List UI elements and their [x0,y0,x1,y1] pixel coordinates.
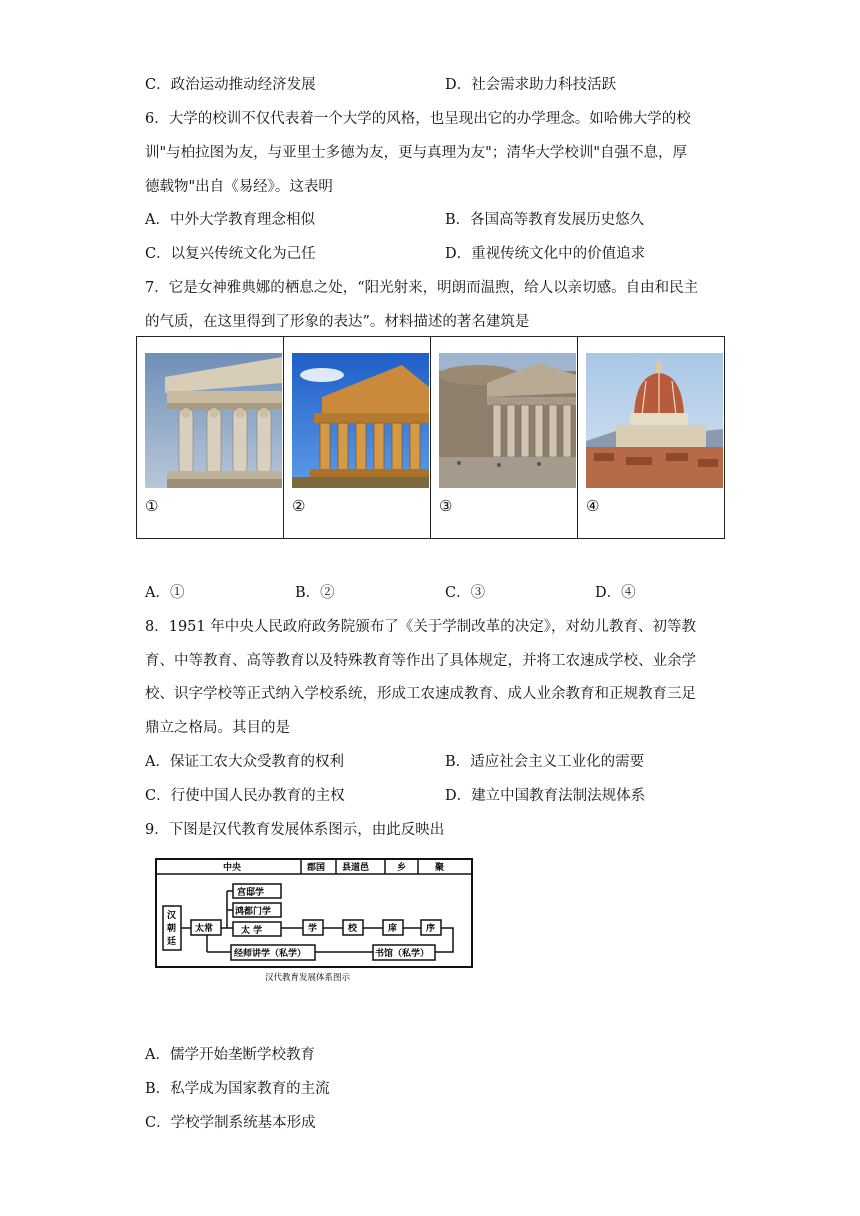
q7-option-d: D．④ [595,585,636,601]
q5-option-d: D．社会需求助力科技活跃 [445,77,617,93]
q9-option-b: B．私学成为国家教育的主流 [145,1081,330,1097]
q8-stem-line3: 校、识字学校等正式纳入学校系统，形成工农速成教育、成人业余教育和正规教育三足 [145,686,696,702]
q6-stem-line2: 训"与柏拉图为友，与亚里士多德为友，更与真理为友"；清华大学校训"自强不息，厚 [145,145,688,161]
diagram-taichang: 太常 [195,924,214,934]
q8-option-a: A．保证工农大众受教育的权利 [145,754,344,770]
diagram-gongdi: 宫邸学 [237,888,265,898]
erechtheion-caryatids-photo [145,353,282,488]
q8-option-d: D．建立中国教育法制法规体系 [445,788,646,804]
diagram-xue: 学 [308,924,318,934]
greek-temple-photo [292,353,429,488]
diagram-shuguan: 书馆（私学） [375,949,430,959]
q7-image-cell-1 [137,337,284,539]
diagram-hongdu: 鸿都门学 [235,907,272,917]
q6-stem-line1: 6．大学的校训不仅代表着一个大学的风格，也呈现出它的办学理念。如哈佛大学的校 [145,111,691,127]
q8-stem-line2: 育、中等教育、高等教育以及特殊教育等作出了具体规定，并将工农速成学校、业余学 [145,653,696,669]
diagram-caption: 汉代教育发展体系图示 [265,973,351,983]
q5-option-c: C．政治运动推动经济发展 [145,77,316,93]
q6-stem-line3: 德载物"出自《易经》。这表明 [145,179,333,195]
q7-image-cell-3 [431,337,578,539]
q6-option-d: D．重视传统文化中的价值追求 [445,246,646,262]
diagram-header-county: 县道邑 [342,863,370,873]
diagram-header-township: 乡 [397,863,407,873]
q6-option-a: A．中外大学教育理念相似 [145,212,315,228]
diagram-han-court-1: 汉 [167,911,177,921]
q7-image-label-2: ② [292,497,306,515]
han-education-system-diagram [153,856,475,986]
q7-image-label-4: ④ [586,497,600,515]
q8-option-c: C．行使中国人民办教育的主权 [145,788,345,804]
q7-stem-line2: 的气质，在这里得到了形象的表达”。材料描述的著名建筑是 [145,314,530,330]
q7-option-b: B．② [295,585,335,601]
pantheon-rome-photo [439,353,576,488]
diagram-taixue: 太 学 [241,926,263,936]
diagram-header-commandery: 郡国 [307,863,326,873]
q6-option-b: B．各国高等教育发展历史悠久 [445,212,645,228]
florence-cathedral-dome-photo [586,353,723,488]
q9-stem-line1: 9．下图是汉代教育发展体系图示，由此反映出 [145,822,445,838]
q9-option-c: C．学校学制系统基本形成 [145,1115,316,1131]
q7-image-cell-4 [578,337,725,539]
diagram-xiao: 校 [348,924,358,934]
q7-image-label-1: ① [145,497,159,515]
q8-stem-line1: 8．1951 年中央人民政府政务院颁布了《关于学制改革的决定》，对幼儿教育、初等教 [145,619,696,635]
q7-image-table [136,336,725,539]
q9-option-a: A．儒学开始垄断学校教育 [145,1047,315,1063]
diagram-han-court-3: 廷 [167,937,177,947]
diagram-han-court-2: 朝 [167,924,177,934]
diagram-header-village: 聚 [435,863,445,873]
diagram-xiang: 庠 [388,924,398,934]
diagram-header-central: 中央 [223,863,242,873]
q8-option-b: B．适应社会主义工业化的需要 [445,754,645,770]
diagram-xu: 序 [426,924,436,934]
q7-option-c: C．③ [445,585,486,601]
q7-stem-line1: 7．它是女神雅典娜的栖息之处，“阳光射来，明朗而温煦，给人以亲切感。自由和民主 [145,280,699,296]
q6-option-c: C．以复兴传统文化为己任 [145,246,316,262]
q7-image-cell-2 [284,337,431,539]
q8-stem-line4: 鼎立之格局。其目的是 [145,720,290,736]
diagram-jingshi: 经师讲学（私学） [234,949,307,959]
q7-option-a: A．① [145,585,185,601]
q7-image-label-3: ③ [439,497,453,515]
